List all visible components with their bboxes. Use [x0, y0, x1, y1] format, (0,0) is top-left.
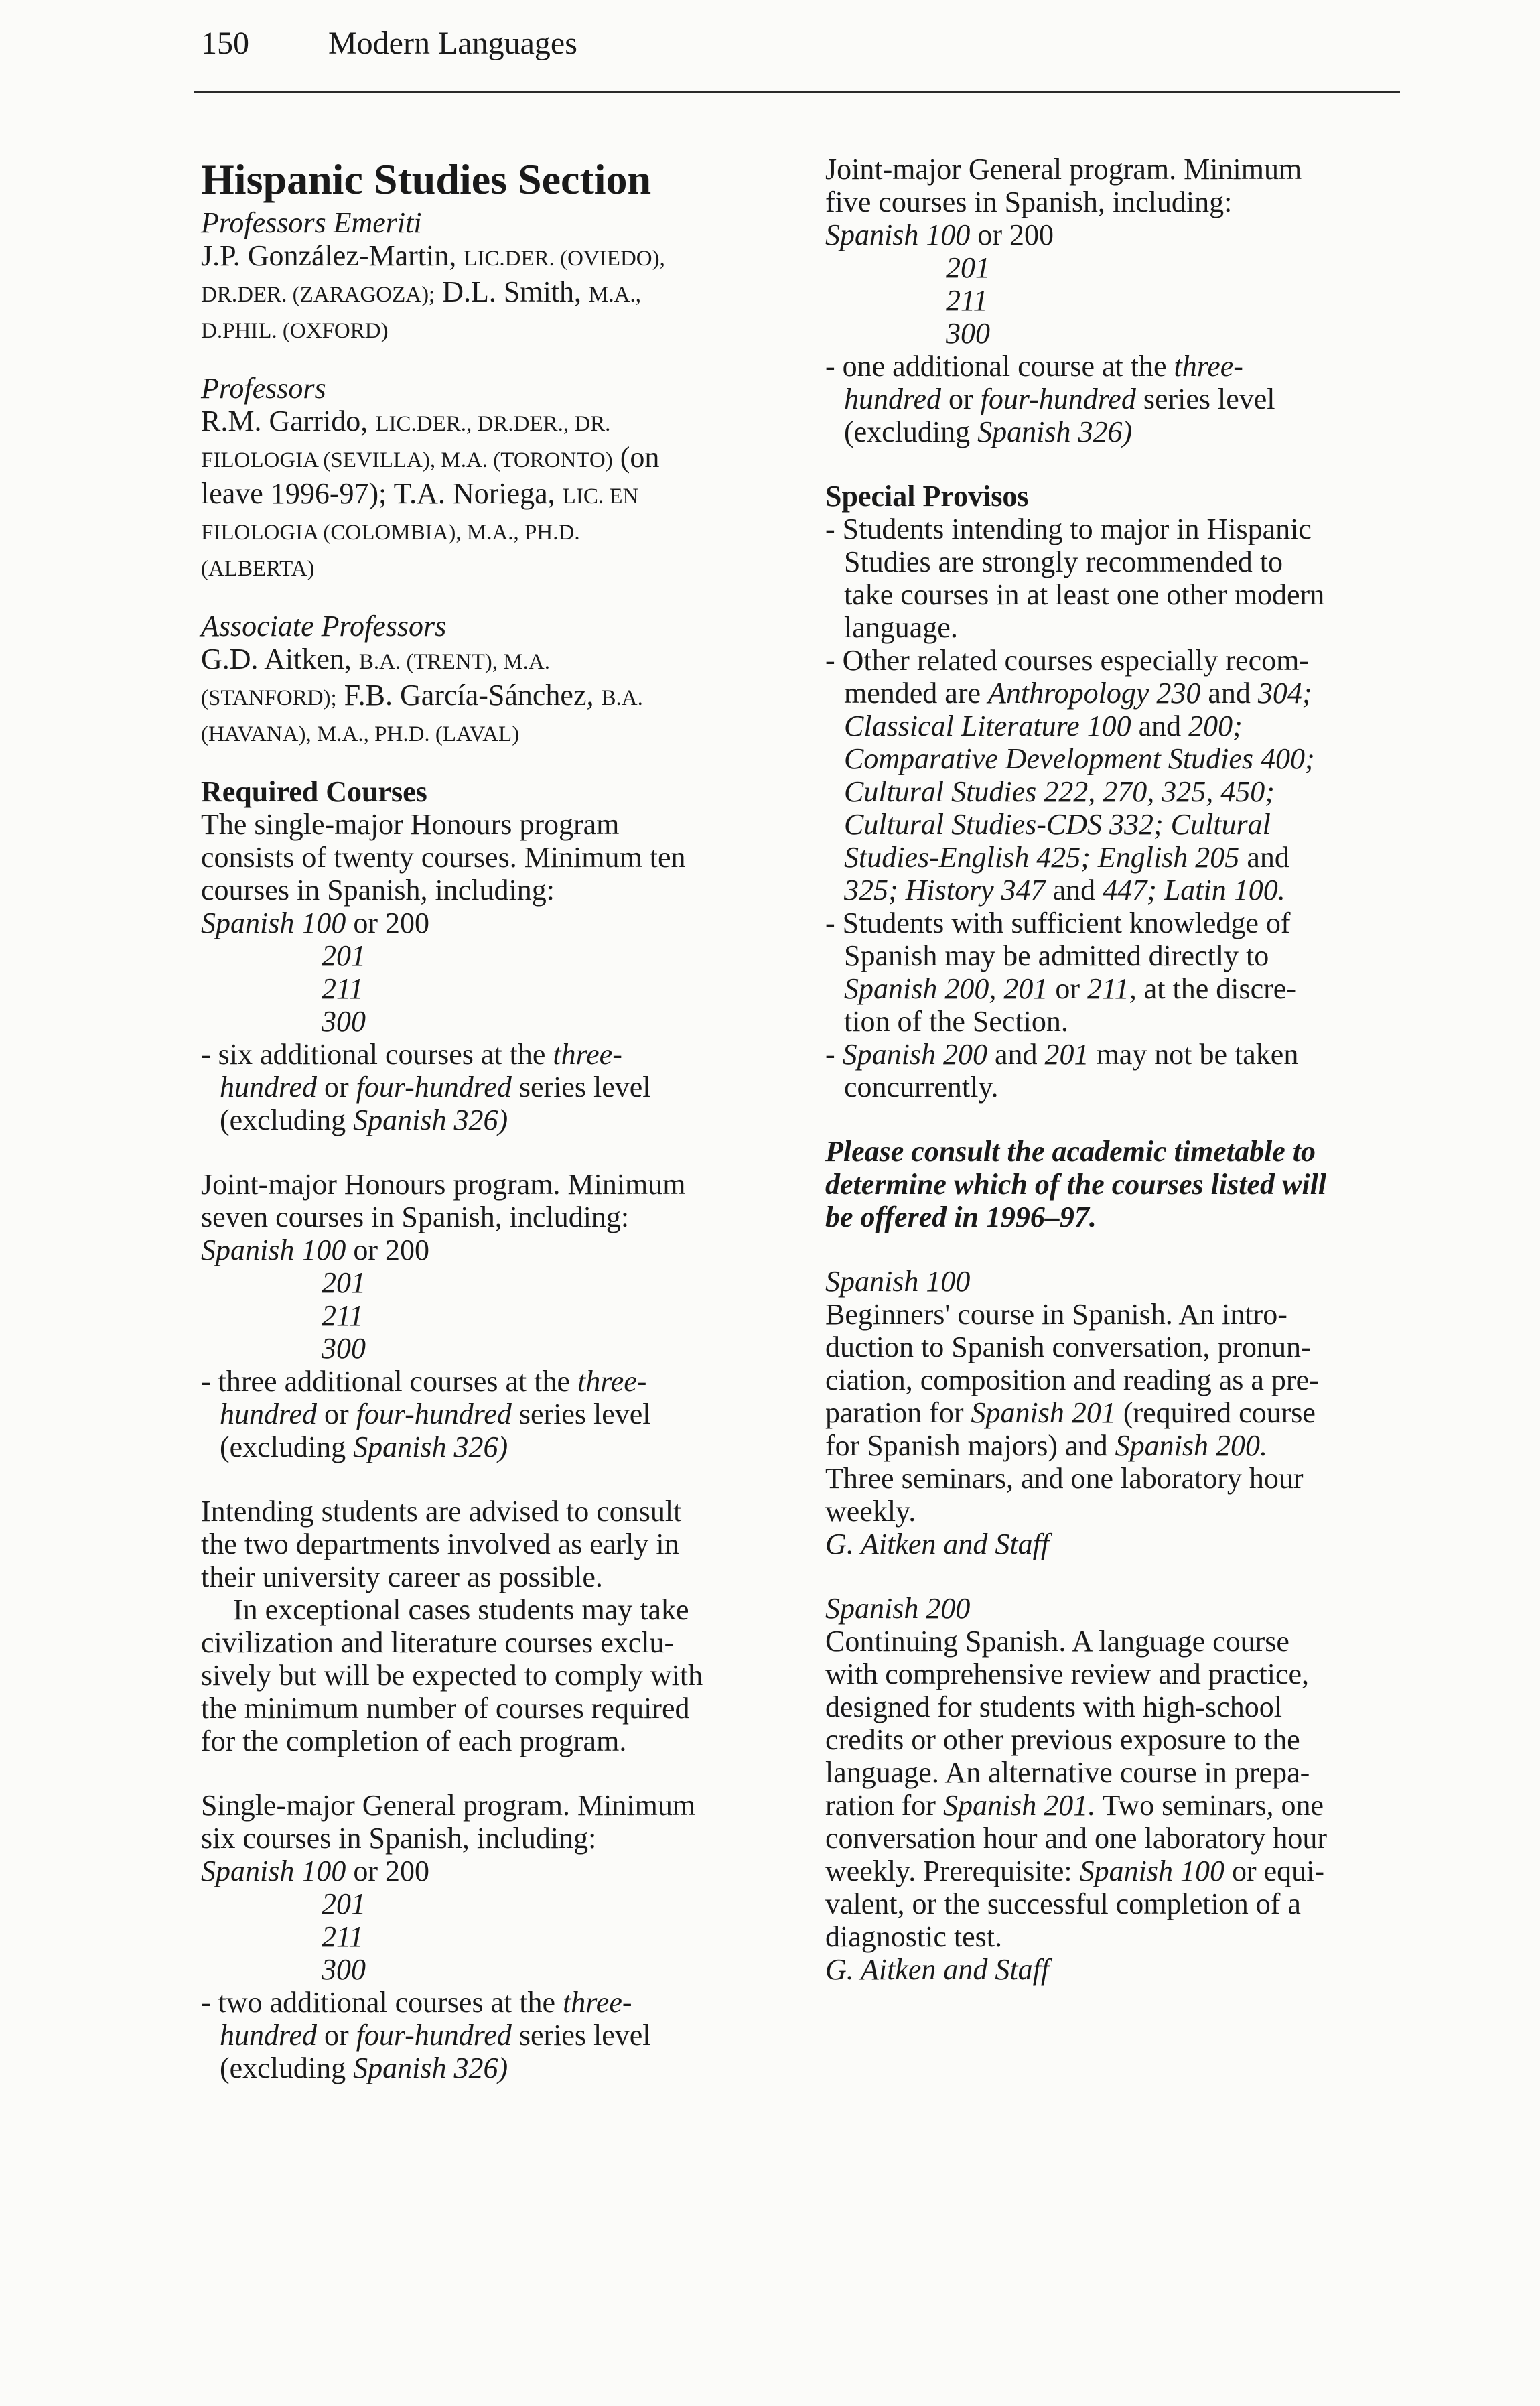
text-line: three-: [553, 1038, 622, 1071]
joint-general: [825, 153, 1415, 448]
credentials: B.A.: [601, 686, 643, 710]
text-line: Intending students are advised to consult: [201, 1495, 682, 1528]
credentials: LIC. EN: [562, 484, 639, 509]
course-ref: Spanish 100: [201, 907, 346, 939]
text-line: concurrently.: [844, 1071, 999, 1104]
credentials: (ALBERTA): [201, 557, 315, 581]
professors-heading: Professors: [201, 372, 326, 405]
text-line: (excluding: [220, 1430, 346, 1463]
notice-line: Please consult the academic timetable to: [825, 1135, 1316, 1168]
course-ref: Spanish 200, 201: [844, 972, 1048, 1005]
course-ref: 200: [385, 1233, 430, 1266]
faculty-name: J.P. González-Martin,: [201, 239, 457, 272]
conjunction: or: [324, 1071, 349, 1104]
course-spanish-200: [825, 1592, 1415, 1986]
text-line: their university career as possible.: [201, 1560, 603, 1593]
course-ref: Spanish 201.: [942, 1789, 1096, 1822]
text-line: series level: [518, 1398, 651, 1430]
left-column: [201, 153, 804, 2116]
text-line: for the completion of each program.: [201, 1725, 627, 1757]
faculty-name: G.D. Aitken,: [201, 643, 352, 675]
text-line: take courses in at least one other modern: [844, 578, 1325, 611]
associate-professors: [201, 610, 804, 751]
credentials: LIC.DER. (OVIEDO),: [464, 247, 665, 271]
text-line: series level: [518, 2019, 651, 2052]
text-line: In exceptional cases students may take: [233, 1593, 689, 1626]
text-line: or equi-: [1231, 1855, 1325, 1887]
text-line: series level: [518, 1071, 651, 1104]
page-number: 150: [201, 25, 249, 61]
conjunction: and: [995, 1038, 1038, 1071]
header-rule: [194, 91, 1400, 93]
required-heading: Required Courses: [201, 775, 427, 808]
notice-line: determine which of the courses listed will: [825, 1168, 1327, 1201]
course-instructor: G. Aitken and Staff: [825, 1953, 1050, 1986]
text-line: -: [825, 1038, 835, 1071]
course-title: Spanish 200: [825, 1592, 971, 1625]
associate-heading: Associate Professors: [201, 610, 447, 643]
course-ref: 447; Latin 100.: [1103, 874, 1285, 907]
credentials: (HAVANA), M.A., PH.D. (LAVAL): [201, 722, 520, 746]
course-number: 211: [946, 284, 988, 317]
conjunction: and: [1138, 710, 1182, 742]
text-line: with comprehensive review and practice,: [825, 1658, 1310, 1690]
single-general: [201, 1789, 804, 2084]
conjunction: and: [1052, 874, 1096, 907]
text-line: language. An alternative course in prepa-: [825, 1756, 1310, 1789]
text-line: Continuing Spanish. A language course: [825, 1625, 1289, 1658]
page-header: [201, 20, 577, 67]
course-ref: Cultural Studies-CDS 332; Cultural: [844, 808, 1271, 841]
provisos-heading: Special Provisos: [825, 480, 1029, 513]
conjunction: or: [353, 907, 378, 939]
timetable-notice: [825, 1135, 1415, 1233]
course-ref: Spanish 100: [201, 1233, 346, 1266]
course-ref: Spanish 326): [353, 2052, 508, 2084]
text-line: language.: [844, 611, 958, 644]
text-line: sively but will be expected to comply with: [201, 1659, 703, 1692]
text-line: consists of twenty courses. Minimum ten: [201, 841, 686, 874]
text-line: tion of the Section.: [844, 1005, 1068, 1038]
conjunction: or: [949, 383, 973, 415]
course-number: 300: [322, 1332, 366, 1365]
credentials: LIC.DER., DR.DER., DR.: [375, 412, 611, 436]
text-line: paration for: [825, 1396, 964, 1429]
text-line: mended are: [844, 677, 981, 710]
course-title: Spanish 100: [825, 1265, 971, 1298]
text-line: - six additional courses at the: [201, 1038, 546, 1071]
course-ref: Spanish 201: [971, 1396, 1116, 1429]
text-line: (excluding: [844, 415, 971, 448]
leave-note: (on: [620, 441, 660, 474]
text-line: three-: [577, 1365, 647, 1398]
text-line: credits or other previous exposure to the: [825, 1723, 1300, 1756]
text-line: duction to Spanish conversation, pronun-: [825, 1331, 1311, 1363]
faculty-name: F.B. García-Sánchez,: [344, 679, 594, 712]
text-line: civilization and literature courses exclu-: [201, 1626, 675, 1659]
text-line: four-hundred: [356, 2019, 512, 2052]
course-instructor: G. Aitken and Staff: [825, 1528, 1050, 1560]
conjunction: and: [1247, 841, 1289, 874]
text-line: four-hundred: [980, 383, 1136, 415]
conjunction: and: [1208, 677, 1251, 710]
course-ref: Spanish 200.: [1115, 1429, 1267, 1462]
text-line: Studies are strongly recommended to: [844, 545, 1283, 578]
course-ref: Classical Literature 100: [844, 710, 1131, 742]
course-number: 211: [322, 972, 364, 1005]
course-ref: Spanish 100: [201, 1855, 346, 1887]
text-line: hundred: [220, 2019, 318, 2052]
text-line: five courses in Spanish, including:: [825, 186, 1233, 218]
text-line: - Students with sufficient knowledge of: [825, 907, 1291, 939]
conjunction: or: [324, 2019, 349, 2052]
section-title: Hispanic Studies Section: [201, 155, 652, 203]
text-line: may not be taken: [1096, 1038, 1299, 1071]
credentials: FILOLOGIA (COLOMBIA), M.A., PH.D.: [201, 521, 580, 545]
text-line: the two departments involved as early in: [201, 1528, 679, 1560]
credentials: M.A.,: [589, 283, 641, 307]
course-ref: Anthropology 230: [988, 677, 1201, 710]
credentials: DR.DER. (ZARAGOZA);: [201, 283, 435, 307]
course-ref: 200;: [1188, 710, 1243, 742]
text-line: diagnostic test.: [825, 1920, 1002, 1953]
course-ref: Spanish 100: [1079, 1855, 1224, 1887]
text-line: courses in Spanish, including:: [201, 874, 555, 907]
course-number: 300: [322, 1953, 366, 1986]
text-line: - two additional courses at the: [201, 1986, 556, 2019]
faculty-name: D.L. Smith,: [442, 275, 582, 308]
course-ref: Spanish 100: [825, 218, 971, 251]
text-line: conversation hour and one laboratory hour: [825, 1822, 1327, 1855]
conjunction: or: [1055, 972, 1080, 1005]
text-line: Beginners' course in Spanish. An intro-: [825, 1298, 1287, 1331]
text-line: (excluding: [220, 2052, 346, 2084]
text-line: six courses in Spanish, including:: [201, 1822, 597, 1855]
text-line: weekly.: [825, 1495, 916, 1528]
course-ref: 304;: [1257, 677, 1312, 710]
text-line: hundred: [844, 383, 942, 415]
text-line: Two seminars, one: [1102, 1789, 1324, 1822]
text-line: Joint-major General program. Minimum: [825, 153, 1302, 186]
course-ref: 200: [385, 907, 430, 939]
course-ref: 200: [1009, 218, 1054, 251]
text-line: (excluding: [220, 1104, 346, 1136]
text-line: for Spanish majors) and: [825, 1429, 1108, 1462]
faculty-name: T.A. Noriega,: [393, 477, 555, 510]
credentials: D.PHIL. (OXFORD): [201, 319, 389, 343]
course-ref: 325; History 347: [844, 874, 1046, 907]
course-number: 201: [322, 1887, 366, 1920]
course-ref: Spanish 200: [842, 1038, 988, 1071]
text-line: hundred: [220, 1071, 318, 1104]
course-ref: 200: [385, 1855, 430, 1887]
text-line: - Students intending to major in Hispanic: [825, 513, 1312, 545]
conjunction: or: [977, 218, 1003, 251]
course-ref: Studies-English 425; English 205: [844, 841, 1240, 874]
text-line: weekly. Prerequisite:: [825, 1855, 1072, 1887]
special-provisos: [825, 480, 1415, 1104]
course-number: 201: [946, 251, 990, 284]
course-ref: 211,: [1087, 972, 1137, 1005]
notice-line: be offered in 1996–97.: [825, 1201, 1097, 1233]
advice-paragraph: [201, 1495, 804, 1757]
faculty-name: R.M. Garrido,: [201, 405, 368, 438]
professors: [201, 372, 804, 586]
text-line: Three seminars, and one laboratory hour: [825, 1462, 1304, 1495]
conjunction: or: [353, 1233, 378, 1266]
text-line: - one additional course at the: [825, 350, 1167, 383]
text-line: - Other related courses especially recom-: [825, 644, 1309, 677]
course-ref: Spanish 326): [977, 415, 1133, 448]
emeriti-heading: Professors Emeriti: [201, 206, 422, 239]
text-line: The single-major Honours program: [201, 808, 620, 841]
text-line: series level: [1143, 383, 1275, 415]
professors-emeriti: [201, 206, 804, 348]
text-line: at the discre-: [1143, 972, 1296, 1005]
text-line: Joint-major Honours program. Minimum: [201, 1168, 686, 1201]
course-number: 201: [322, 939, 366, 972]
course-number: 211: [322, 1299, 364, 1332]
conjunction: or: [353, 1855, 378, 1887]
conjunction: or: [324, 1398, 349, 1430]
text-line: three-: [1174, 350, 1243, 383]
text-line: ciation, composition and reading as a pre-: [825, 1363, 1319, 1396]
joint-honours: [201, 1168, 804, 1463]
text-line: Single-major General program. Minimum: [201, 1789, 696, 1822]
text-line: Spanish may be admitted directly to: [844, 939, 1269, 972]
right-column: [825, 153, 1415, 2017]
running-title: Modern Languages: [328, 25, 577, 61]
text-line: four-hundred: [356, 1398, 512, 1430]
text-line: (required course: [1123, 1396, 1316, 1429]
course-number: 211: [322, 1920, 364, 1953]
text-line: - three additional courses at the: [201, 1365, 571, 1398]
leave-note: leave 1996-97);: [201, 477, 387, 510]
credentials: (STANFORD);: [201, 686, 337, 710]
text-line: seven courses in Spanish, including:: [201, 1201, 630, 1233]
credentials: B.A. (TRENT), M.A.: [358, 650, 550, 674]
text-line: four-hundred: [356, 1071, 512, 1104]
course-ref: 201: [1044, 1038, 1089, 1071]
course-number: 300: [322, 1005, 366, 1038]
credentials: FILOLOGIA (SEVILLA), M.A. (TORONTO): [201, 448, 613, 472]
required-courses: [201, 775, 804, 1136]
course-ref: Spanish 326): [353, 1430, 508, 1463]
text-line: designed for students with high-school: [825, 1690, 1282, 1723]
course-ref: Comparative Development Studies 400;: [844, 742, 1315, 775]
text-line: valent, or the successful completion of a: [825, 1887, 1301, 1920]
course-ref: Cultural Studies 222, 270, 325, 450;: [844, 775, 1275, 808]
course-number: 300: [946, 317, 990, 350]
text-line: hundred: [220, 1398, 318, 1430]
course-ref: Spanish 326): [353, 1104, 508, 1136]
course-number: 201: [322, 1266, 366, 1299]
text-line: the minimum number of courses required: [201, 1692, 690, 1725]
text-line: ration for: [825, 1789, 936, 1822]
course-spanish-100: [825, 1265, 1415, 1560]
text-line: three-: [563, 1986, 632, 2019]
